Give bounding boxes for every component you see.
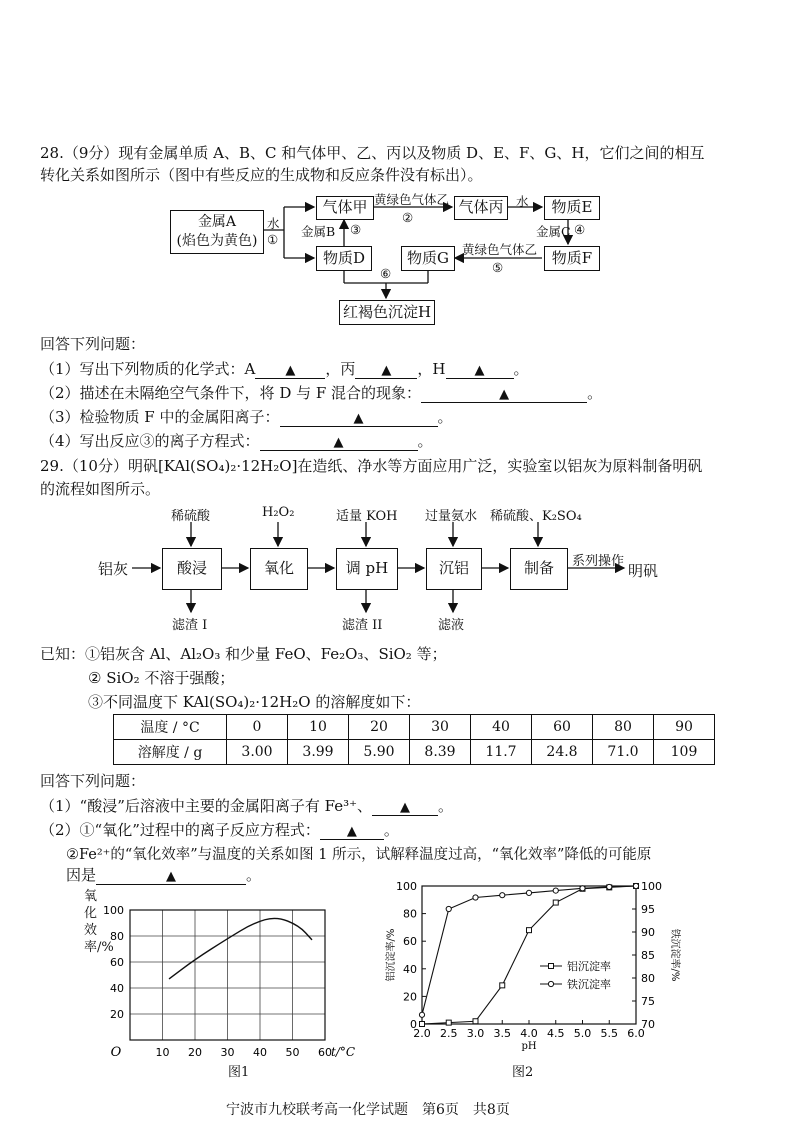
y-left-tick-label: 40 <box>403 962 417 976</box>
answer-blank-bing[interactable]: ▲ <box>355 363 417 379</box>
x-tick-label: 40 <box>253 1046 267 1059</box>
legend-marker-iron <box>548 981 553 986</box>
y-left-tick-label: 60 <box>403 935 417 949</box>
q28-answer-intro: 回答下列问题： <box>40 335 146 353</box>
reaction2-number: ② <box>402 210 414 225</box>
table-cell: 90 <box>654 715 715 740</box>
q28-stem-line1: 28.（9分）现有金属单质 A、B、C 和气体甲、乙、丙以及物质 D、E、F、G、H，它们之间的相互 <box>40 144 705 162</box>
data-point-iron <box>419 1012 424 1017</box>
x-tick-label: 4.5 <box>547 1027 565 1040</box>
y-right-tick-label: 80 <box>641 972 655 985</box>
figure1-caption: 图1 <box>228 1065 250 1080</box>
table-cell: 24.8 <box>532 740 593 765</box>
x-tick-label: 50 <box>285 1046 300 1059</box>
waste-residue-2: 滤渣 II <box>342 618 383 633</box>
data-point-aluminum <box>527 928 532 933</box>
page-footer: 宁波市九校联考高一化学试题 第6页 共8页 <box>226 1102 510 1118</box>
q28-q3-text: （3）检验物质 F 中的金属阳离子： <box>40 408 280 426</box>
q28-q2-end: 。 <box>587 384 603 402</box>
reaction6-number: ⑥ <box>380 266 392 281</box>
origin-label: O <box>110 1045 122 1060</box>
x-tick-label: 2.5 <box>440 1027 458 1040</box>
q29-question-2b-line1: ②Fe²⁺的“氧化效率”与温度的关系如图 1 所示，试解释温度过高，“氧化效率”降低的可能原 <box>66 847 652 863</box>
q29-q2b-end: 。 <box>246 866 262 884</box>
answer-blank-q29-1[interactable]: ▲ <box>372 800 438 816</box>
metal-a-label: 金属A <box>197 214 237 230</box>
input-aluminum-ash: 铝灰 <box>98 560 129 578</box>
data-point-iron <box>500 893 505 898</box>
table-cell: 71.0 <box>593 740 654 765</box>
data-point-aluminum <box>446 1020 451 1025</box>
answer-blank-q28-3[interactable]: ▲ <box>280 411 438 427</box>
table-cell: 30 <box>410 715 471 740</box>
gas-bing-label: 气体丙 <box>458 198 504 216</box>
y-tick-label: 40 <box>110 982 124 995</box>
answer-blank-a[interactable]: ▲ <box>255 363 325 379</box>
data-point-iron <box>633 883 638 888</box>
figure1-oxidation-efficiency-chart <box>70 880 356 1080</box>
data-point-aluminum <box>553 900 558 905</box>
step-acid-leach-label: 酸浸 <box>176 559 207 577</box>
x-axis-label: pH <box>521 1041 537 1052</box>
solubility-table <box>113 714 715 765</box>
data-point-aluminum <box>500 983 505 988</box>
x-tick-label: 2.0 <box>413 1027 431 1040</box>
x-tick-label: 3.5 <box>493 1027 511 1040</box>
step-prepare <box>510 548 568 590</box>
table-cell: 0 <box>227 715 288 740</box>
table-cell: 11.7 <box>471 740 532 765</box>
q28-q1-text-c: ，H <box>417 360 446 378</box>
y-right-tick-label: 90 <box>641 926 655 939</box>
step-precipitate-al <box>426 548 482 590</box>
answer-blank-q28-4[interactable]: ▲ <box>260 435 418 451</box>
reagent-dilute-h2so4: 稀硫酸 <box>171 509 211 524</box>
y-tick-label: 100 <box>103 904 124 917</box>
series-line-oxidation-efficiency <box>169 918 312 979</box>
reaction2-chlorine-label: 黄绿色气体乙 <box>374 192 450 207</box>
x-tick-label: 5.0 <box>573 1027 592 1040</box>
answer-blank-q29-2b[interactable]: ▲ <box>96 869 246 885</box>
substance-d-label: 物质D <box>322 249 366 267</box>
data-point-iron <box>553 888 558 893</box>
q28-q1-text-b: ，丙 <box>325 360 356 378</box>
step-precipitate-al-label: 沉铝 <box>438 559 469 577</box>
product-alum: 明矾 <box>628 562 659 580</box>
table-cell: 10 <box>288 715 349 740</box>
y-tick-label: 60 <box>110 956 124 969</box>
q28-q1-end: 。 <box>513 360 529 378</box>
q28-q4-text: （4）写出反应③的离子方程式： <box>40 432 260 450</box>
q29-q2b-text: 因是 <box>66 866 97 884</box>
gas-jia-label: 气体甲 <box>322 198 368 216</box>
x-tick-label: 30 <box>220 1046 235 1059</box>
table-cell: 8.39 <box>410 740 471 765</box>
reagent-koh: 适量 KOH <box>336 509 398 524</box>
figure2-caption: 图2 <box>512 1065 534 1080</box>
q29-known-3: ③不同温度下 KAl(SO₄)₂·12H₂O 的溶解度如下： <box>88 693 421 711</box>
q29-known-1: 已知：①铝灰含 Al、Al₂O₃ 和少量 FeO、Fe₂O₃、SiO₂ 等； <box>40 645 447 663</box>
x-tick-label: 20 <box>188 1046 202 1059</box>
step-acid-leach <box>162 548 222 590</box>
series-line-iron <box>422 886 636 1015</box>
table-row-solubility <box>114 740 715 765</box>
x-axis-label: t/°C <box>331 1045 356 1059</box>
q28-stem-line2: 转化关系如图所示（图中有些反应的生成物和反应条件没有标出）。 <box>40 166 483 184</box>
y-right-tick-label: 75 <box>641 995 655 1008</box>
reaction3-metal-b-label: 金属B <box>301 224 336 239</box>
step-adjust-ph <box>336 548 398 590</box>
legend-marker-aluminum <box>549 964 554 969</box>
table-row-temperature <box>114 715 715 740</box>
x-tick-label: 60 <box>318 1046 332 1059</box>
table-cell: 5.90 <box>349 740 410 765</box>
data-point-iron <box>607 884 612 889</box>
q29-question-2a <box>40 819 399 840</box>
metal-a-note: (焰色为黄色) <box>176 233 258 249</box>
figure2-precipitation-chart <box>380 876 710 1066</box>
y-left-axis-label: 铝沉淀率/% <box>386 928 397 982</box>
series-operations-label: 系列操作 <box>572 554 625 569</box>
x-tick-label: 3.0 <box>466 1027 485 1040</box>
y-left-tick-label: 0 <box>410 1018 417 1031</box>
table-cell: 3.99 <box>288 740 349 765</box>
substance-g-label: 物质G <box>407 249 449 267</box>
reaction5-chlorine-label: 黄绿色气体乙 <box>462 242 538 257</box>
step-oxidation-label: 氧化 <box>263 559 294 577</box>
table-cell: 3.00 <box>227 740 288 765</box>
reagent-h2so4-k2so4: 稀硫酸、K₂SO₄ <box>490 509 582 524</box>
q29-q2a-text: （2）①“氧化”过程中的离子反应方程式： <box>40 821 320 839</box>
waste-residue-1: 滤渣 I <box>172 618 208 633</box>
reaction4-metal-c-label: 金属C <box>536 224 571 239</box>
reaction5-number: ⑤ <box>492 260 504 275</box>
y-right-tick-label: 70 <box>641 1018 655 1031</box>
x-tick-label: 5.5 <box>600 1027 618 1040</box>
reaction4-number: ④ <box>574 222 586 237</box>
precipitate-h-label: 红褐色沉淀H <box>342 303 432 321</box>
table-cell: 80 <box>593 715 654 740</box>
q29-stem-line2: 的流程如图所示。 <box>40 480 161 498</box>
table-cell: 60 <box>532 715 593 740</box>
water2-label: 水 <box>516 194 529 209</box>
reaction1-number: ① <box>267 232 279 247</box>
table-header-solubility: 溶解度 / g <box>114 740 227 765</box>
table-cell: 109 <box>654 740 715 765</box>
answer-blank-q29-2a[interactable]: ▲ <box>320 824 384 840</box>
answer-blank-h[interactable]: ▲ <box>446 363 514 379</box>
x-tick-label: 6.0 <box>627 1027 645 1040</box>
q29-q2a-end: 。 <box>383 821 399 839</box>
waste-filtrate: 滤液 <box>438 618 465 633</box>
q29-answer-intro: 回答下列问题： <box>40 772 146 790</box>
data-point-iron <box>446 906 451 911</box>
reagent-h2o2: H₂O₂ <box>262 505 295 520</box>
legend-label-iron: 铁沉淀率 <box>567 978 611 991</box>
reaction3-number: ③ <box>350 222 362 237</box>
q29-stem-line1: 29.（10分）明矾[KAl(SO₄)₂·12H₂O]在造纸、净水等方面应用广泛，实验室以铝灰为原料制备明矾 <box>40 457 703 475</box>
data-point-iron <box>580 886 585 891</box>
answer-blank-q28-2[interactable]: ▲ <box>421 387 587 403</box>
table-cell: 20 <box>349 715 410 740</box>
data-point-iron <box>473 895 478 900</box>
y-tick-label: 20 <box>110 1008 124 1021</box>
x-tick-label: 10 <box>155 1046 170 1059</box>
step-prepare-label: 制备 <box>523 559 554 577</box>
data-point-iron <box>526 890 531 895</box>
reaction1-water-label: 水 <box>267 216 280 231</box>
reagent-ammonia: 过量氨水 <box>425 509 478 524</box>
y-right-tick-label: 85 <box>641 949 655 962</box>
q28-q3-end: 。 <box>437 408 453 426</box>
table-header-temp: 温度 / °C <box>114 715 227 740</box>
y-tick-label: 80 <box>110 930 124 943</box>
substance-f-label: 物质F <box>551 249 593 267</box>
q28-q2-text: （2）描述在未隔绝空气条件下，将 D 与 F 混合的现象： <box>40 384 422 402</box>
x-tick-label: 4.0 <box>520 1027 538 1040</box>
y-left-tick-label: 20 <box>403 990 417 1004</box>
y-left-tick-label: 80 <box>403 907 417 921</box>
y-left-tick-label: 100 <box>396 880 417 893</box>
q28-q4-end: 。 <box>417 432 433 450</box>
q29-q1-end: 。 <box>438 797 454 815</box>
y-right-tick-label: 100 <box>641 880 662 893</box>
table-cell: 40 <box>471 715 532 740</box>
step-oxidation <box>250 548 308 590</box>
data-point-aluminum <box>473 1019 478 1024</box>
q29-known-2: ② SiO₂ 不溶于强酸； <box>88 669 235 687</box>
y-right-tick-label: 95 <box>641 903 655 916</box>
step-adjust-ph-label: 调 pH <box>345 559 389 577</box>
q29-question-1 <box>40 795 453 816</box>
q29-q1-text: （1）“酸浸”后溶液中主要的金属阳离子有 Fe³⁺、 <box>40 797 373 815</box>
legend-label-aluminum: 铝沉淀率 <box>567 960 611 973</box>
figure1-y-axis-label: 氧化效率/% <box>84 889 114 955</box>
substance-e-label: 物质E <box>551 198 593 216</box>
y-right-axis-label: 铁沉淀率/% <box>669 928 680 982</box>
q28-q1-text-a: （1）写出下列物质的化学式：A <box>40 360 256 378</box>
data-point-aluminum <box>420 1022 425 1027</box>
